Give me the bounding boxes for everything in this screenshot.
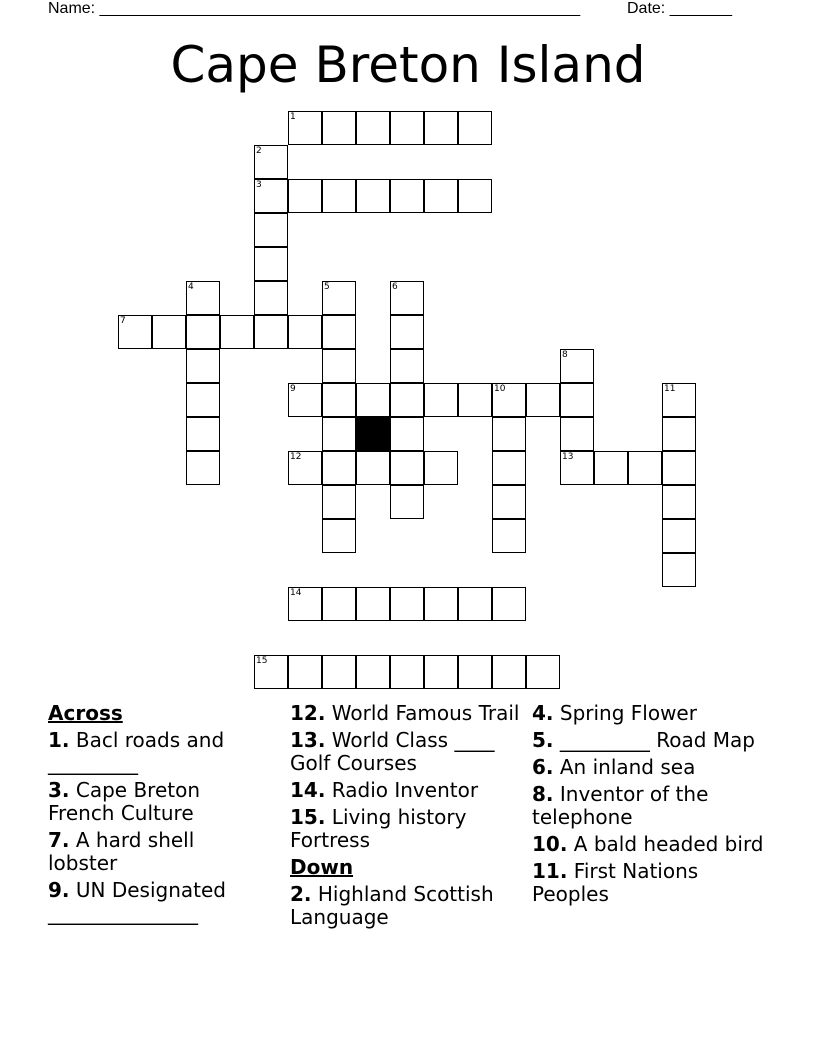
clue-across-12	[290, 702, 522, 725]
grid-cell[interactable]	[186, 315, 220, 349]
grid-cell[interactable]	[424, 451, 458, 485]
grid-cell[interactable]	[322, 383, 356, 417]
grid-cell[interactable]	[424, 383, 458, 417]
clue-number: 4.	[532, 701, 554, 725]
grid-cell[interactable]	[458, 111, 492, 145]
clue-number-label: 6	[392, 282, 398, 292]
clue-column-1	[48, 702, 238, 929]
clue-down-6	[532, 756, 764, 779]
grid-cell[interactable]	[186, 417, 220, 451]
grid-cell[interactable]	[254, 179, 288, 213]
clue-text: An inland sea	[559, 755, 696, 779]
grid-cell[interactable]	[492, 655, 526, 689]
clue-text: Spring Flower	[559, 701, 697, 725]
clue-text: Bacl roads and _________	[48, 728, 225, 775]
clue-number: 12.	[290, 701, 326, 725]
puzzle-title: Cape Breton Island	[170, 36, 646, 94]
clue-text: First Nations Peoples	[532, 859, 699, 906]
clue-text: Cape Breton French Culture	[48, 778, 201, 825]
clue-number-label: 15	[256, 656, 268, 666]
clue-number-label: 13	[562, 452, 574, 462]
clue-down-8	[532, 783, 764, 829]
clue-number: 11.	[532, 859, 568, 883]
clue-number-label: 9	[290, 384, 296, 394]
grid-cell[interactable]	[526, 655, 560, 689]
grid-cell[interactable]	[186, 451, 220, 485]
clue-number: 6.	[532, 755, 554, 779]
clue-text: A bald headed bird	[573, 832, 764, 856]
clue-across-15	[290, 806, 522, 852]
grid-cell[interactable]	[390, 383, 424, 417]
clue-down-5	[532, 729, 764, 752]
grid-cell[interactable]	[526, 383, 560, 417]
clue-text: A hard shell lobster	[48, 828, 195, 875]
grid-cell[interactable]	[662, 451, 696, 485]
grid-cell[interactable]	[288, 315, 322, 349]
grid-cell[interactable]	[560, 451, 594, 485]
clue-down-4	[532, 702, 764, 725]
grid-cell[interactable]	[390, 451, 424, 485]
grid-cell[interactable]	[390, 485, 424, 519]
grid-cell[interactable]	[492, 485, 526, 519]
grid-cell[interactable]	[662, 519, 696, 553]
grid-cell[interactable]	[424, 587, 458, 621]
grid-cell[interactable]	[152, 315, 186, 349]
grid-cell[interactable]	[254, 213, 288, 247]
clue-column-2	[290, 702, 522, 933]
across-heading: Across	[48, 701, 123, 725]
grid-cell[interactable]	[594, 451, 628, 485]
clue-number-label: 14	[290, 588, 302, 598]
grid-cell[interactable]	[322, 485, 356, 519]
clue-number: 15.	[290, 805, 326, 829]
clue-column-3	[532, 702, 764, 910]
grid-cell[interactable]	[220, 315, 254, 349]
clue-across-14	[290, 779, 522, 802]
clue-number: 10.	[532, 832, 568, 856]
clue-number: 1.	[48, 728, 70, 752]
grid-cell[interactable]	[322, 315, 356, 349]
grid-cell[interactable]	[322, 417, 356, 451]
black-cell	[356, 417, 390, 451]
grid-cell[interactable]	[322, 519, 356, 553]
clue-down-10	[532, 833, 764, 856]
grid-cell[interactable]	[390, 111, 424, 145]
clue-text: Radio Inventor	[331, 778, 479, 802]
grid-cell[interactable]	[390, 179, 424, 213]
grid-cell[interactable]	[424, 655, 458, 689]
grid-cell[interactable]	[288, 111, 322, 145]
grid-cell[interactable]	[356, 111, 390, 145]
grid-cell[interactable]	[390, 655, 424, 689]
grid-cell[interactable]	[288, 383, 322, 417]
grid-cell[interactable]	[322, 349, 356, 383]
grid-cell[interactable]	[424, 111, 458, 145]
grid-cell[interactable]	[458, 179, 492, 213]
grid-cell[interactable]	[492, 519, 526, 553]
grid-cell[interactable]	[356, 655, 390, 689]
date-field[interactable]: Date: _______	[627, 0, 732, 17]
clue-text: _________ Road Map	[559, 728, 755, 752]
grid-cell[interactable]	[560, 417, 594, 451]
grid-cell[interactable]	[390, 349, 424, 383]
grid-cell[interactable]	[560, 383, 594, 417]
grid-cell[interactable]	[288, 587, 322, 621]
grid-cell[interactable]	[254, 145, 288, 179]
clue-number-label: 11	[664, 384, 676, 394]
clue-across-9	[48, 879, 238, 925]
clue-across-13	[290, 729, 522, 775]
grid-cell[interactable]	[254, 315, 288, 349]
grid-cell[interactable]	[186, 383, 220, 417]
grid-cell[interactable]	[492, 587, 526, 621]
grid-cell[interactable]	[662, 485, 696, 519]
grid-cell[interactable]	[662, 417, 696, 451]
clue-text: Inventor of the telephone	[532, 782, 709, 829]
clue-number: 7.	[48, 828, 70, 852]
grid-cell[interactable]	[560, 349, 594, 383]
clue-number-label: 1	[290, 112, 296, 122]
clue-number-label: 8	[562, 350, 568, 360]
grid-cell[interactable]	[254, 655, 288, 689]
clue-number-label: 7	[120, 316, 126, 326]
grid-cell[interactable]	[288, 451, 322, 485]
clue-number-label: 12	[290, 452, 302, 462]
clue-number-label: 10	[494, 384, 506, 394]
grid-cell[interactable]	[356, 383, 390, 417]
clue-number-label: 4	[188, 282, 194, 292]
grid-cell[interactable]	[390, 587, 424, 621]
grid-cell[interactable]	[254, 281, 288, 315]
name-field[interactable]: Name: ______________________________________________________	[48, 0, 581, 17]
clue-across-7	[48, 829, 238, 875]
grid-cell[interactable]	[322, 179, 356, 213]
down-heading: Down	[290, 855, 354, 879]
grid-cell[interactable]	[662, 383, 696, 417]
clue-across-1	[48, 729, 238, 775]
grid-cell[interactable]	[356, 451, 390, 485]
grid-cell[interactable]	[356, 587, 390, 621]
grid-cell[interactable]	[186, 281, 220, 315]
clue-text: Living history Fortress	[290, 805, 467, 852]
clue-number-label: 5	[324, 282, 330, 292]
clue-text: World Famous Trail	[331, 701, 520, 725]
grid-cell[interactable]	[390, 315, 424, 349]
clue-number: 2.	[290, 882, 312, 906]
grid-cell[interactable]	[390, 417, 424, 451]
grid-cell[interactable]	[322, 587, 356, 621]
grid-cell[interactable]	[492, 383, 526, 417]
clue-text: Highland Scottish Language	[290, 882, 494, 929]
grid-cell[interactable]	[390, 281, 424, 315]
grid-cell[interactable]	[322, 655, 356, 689]
grid-cell[interactable]	[186, 349, 220, 383]
clue-number: 14.	[290, 778, 326, 802]
grid-cell[interactable]	[424, 179, 458, 213]
grid-cell[interactable]	[458, 383, 492, 417]
clue-down-11	[532, 860, 764, 906]
clue-text: World Class ____ Golf Courses	[290, 728, 495, 775]
grid-cell[interactable]	[322, 451, 356, 485]
clue-number: 13.	[290, 728, 326, 752]
grid-cell[interactable]	[492, 417, 526, 451]
clue-number: 9.	[48, 878, 70, 902]
clue-text: UN Designated _______________	[48, 878, 226, 925]
clue-across-3	[48, 779, 238, 825]
clue-number: 8.	[532, 782, 554, 806]
grid-cell[interactable]	[628, 451, 662, 485]
grid-cell[interactable]	[322, 111, 356, 145]
grid-cell[interactable]	[492, 451, 526, 485]
clue-number: 5.	[532, 728, 554, 752]
grid-cell[interactable]	[356, 179, 390, 213]
grid-cell[interactable]	[458, 655, 492, 689]
grid-cell[interactable]	[118, 315, 152, 349]
grid-cell[interactable]	[288, 179, 322, 213]
clue-number-label: 3	[256, 180, 262, 190]
clue-number-label: 2	[256, 146, 262, 156]
clue-number: 3.	[48, 778, 70, 802]
grid-cell[interactable]	[288, 655, 322, 689]
clue-down-2	[290, 883, 522, 929]
grid-cell[interactable]	[254, 247, 288, 281]
grid-cell[interactable]	[458, 587, 492, 621]
grid-cell[interactable]	[322, 281, 356, 315]
grid-cell[interactable]	[662, 553, 696, 587]
